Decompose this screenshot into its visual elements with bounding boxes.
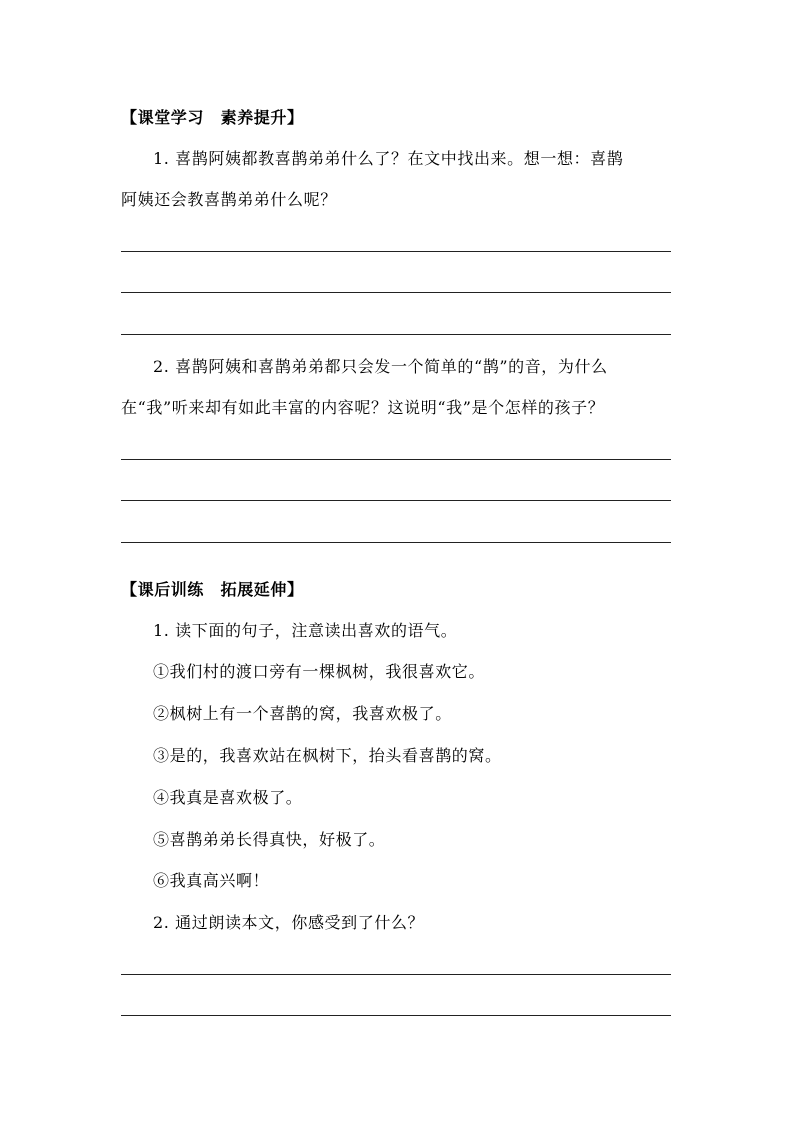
question-2-text-line-2: 在“我”听来却有如此丰富的内容呢？这说明“我”是个怎样的孩子？ (121, 398, 605, 417)
answer-line[interactable] (121, 1015, 671, 1016)
answer-line[interactable] (121, 459, 671, 460)
answer-line[interactable] (121, 500, 671, 501)
practice-sentence: ⑤喜鹊弟弟长得真快，好极了。 (153, 830, 386, 849)
answer-line[interactable] (121, 974, 671, 975)
question-1-text-line-1: 1. 喜鹊阿姨都教喜鹊弟弟什么了？在文中找出来。想一想：喜鹊 (153, 149, 624, 168)
question-2-text-line-1: 2. 喜鹊阿姨和喜鹊弟弟都只会发一个简单的“鹊”的音，为什么 (153, 357, 608, 376)
practice-sentence: ③是的，我喜欢站在枫树下，抬头看喜鹊的窝。 (153, 746, 502, 765)
answer-line[interactable] (121, 251, 671, 252)
practice-sentence: ①我们村的渡口旁有一棵枫树，我很喜欢它。 (153, 662, 486, 681)
question-1-text-line-2: 阿姨还会教喜鹊弟弟什么呢？ (121, 190, 337, 209)
practice-question-1: 1. 读下面的句子，注意读出喜欢的语气。 (153, 621, 458, 640)
practice-sentence: ⑥我真高兴啊！ (153, 871, 270, 890)
answer-line[interactable] (121, 292, 671, 293)
section-heading-after-class-practice: 【课后训练 拓展延伸】 (121, 580, 304, 599)
practice-question-2: 2. 通过朗读本文，你感受到了什么？ (153, 913, 425, 932)
answer-line[interactable] (121, 542, 671, 543)
answer-line[interactable] (121, 334, 671, 335)
section-heading-classroom-learning: 【课堂学习 素养提升】 (121, 108, 304, 127)
practice-sentence: ②枫树上有一个喜鹊的窝，我喜欢极了。 (153, 704, 452, 723)
practice-sentence: ④我真是喜欢极了。 (153, 788, 303, 807)
